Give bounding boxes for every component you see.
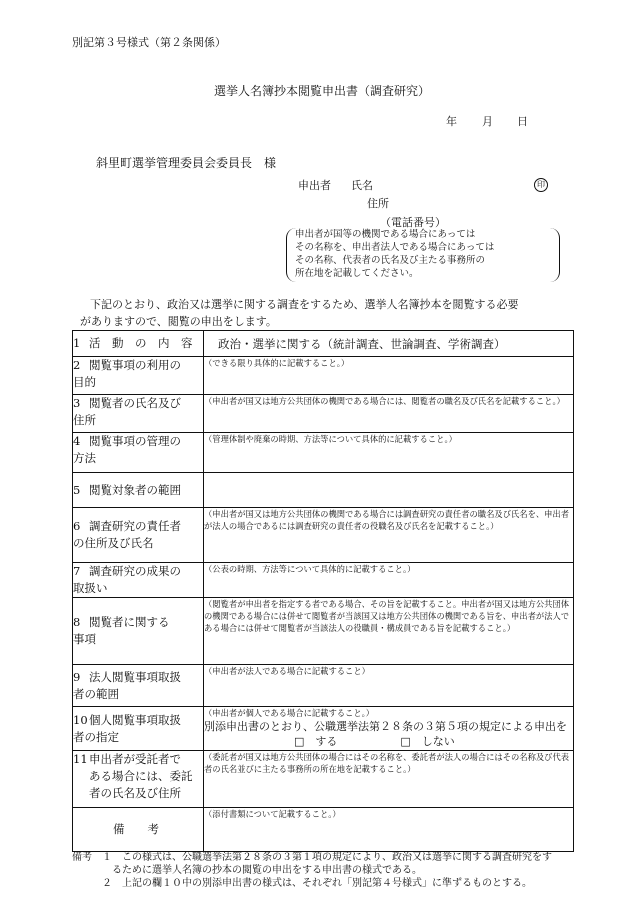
intro-line-1: 下記のとおり、政治又は選挙に関する調査をするため、選挙人名簿抄本を閲覧する必要 bbox=[90, 298, 519, 311]
date-year: 年 bbox=[446, 115, 457, 128]
seal-icon: 印 bbox=[534, 178, 548, 192]
row-label: 備 考 bbox=[73, 808, 204, 852]
table-row bbox=[73, 598, 574, 665]
table-row bbox=[73, 473, 574, 508]
footer-notes bbox=[72, 851, 552, 890]
row-value[interactable]: （申出者が国又は地方公共団体の機関である場合には調査研究の責任者の職名及び氏名を、申出者が法人の場合であるには調査研究の責任者の役職名及び氏名を記載すること。） bbox=[204, 508, 574, 563]
table-row bbox=[73, 331, 574, 357]
row-label: 9 法人閲覧事項取扱 者の範囲 bbox=[73, 665, 204, 707]
note-line: ２ 上記の欄１０中の別添申出書の様式は、それぞれ「別記第４号様式」に準ずるものとする。 bbox=[72, 878, 532, 889]
page-title: 選挙人名簿抄本閲覧申出書（調査研究） bbox=[214, 84, 431, 98]
option-do-checkbox[interactable]: □ する bbox=[294, 735, 338, 748]
row-value[interactable] bbox=[204, 473, 574, 508]
row-label: 1 活 動 の 内 容 bbox=[73, 331, 204, 357]
row-value[interactable]: （申出者が国又は地方公共団体の機関である場合には、閲覧者の職名及び氏名を記載すること。） bbox=[204, 395, 574, 433]
table-row bbox=[73, 707, 574, 751]
row-value[interactable]: 政治・選挙に関する（統計調査、世論調査、学術調査） bbox=[204, 331, 574, 357]
form-number: 別記第３号様式（第２条関係） bbox=[72, 36, 226, 49]
row-value[interactable]: （管理体制や廃棄の時期、方法等について具体的に記載すること。） bbox=[204, 433, 574, 473]
table-row bbox=[73, 433, 574, 473]
option-dont-checkbox[interactable]: □ しない bbox=[400, 735, 455, 748]
row-label: 3 閲覧者の氏名及び 住所 bbox=[73, 395, 204, 433]
row-label: 7 調査研究の成果の 取扱い bbox=[73, 563, 204, 598]
table-row bbox=[73, 808, 574, 852]
row-label: 6 調査研究の責任者 の住所及び氏名 bbox=[73, 508, 204, 563]
row-value[interactable]: （添付書類について記載すること。） bbox=[204, 808, 574, 852]
table-row bbox=[73, 563, 574, 598]
table-row bbox=[73, 665, 574, 707]
note-line: 備考 １ この様式は、公職選挙法第２８条の３第１項の規定により、政治又は選挙に関する調査研究をす bbox=[72, 852, 552, 863]
row-label: 4 閲覧事項の管理の 方法 bbox=[73, 433, 204, 473]
applicant-address-label: 住所 bbox=[367, 197, 389, 210]
applicant-note bbox=[286, 228, 560, 282]
table-row bbox=[73, 395, 574, 433]
table-row bbox=[73, 357, 574, 395]
row-value[interactable]: （申出者が法人である場合に記載すること） bbox=[204, 665, 574, 707]
row-label: 11申出者が受託者で ある場合には、委託 者の氏名及び住所 bbox=[73, 751, 204, 808]
row-value[interactable]: （閲覧者が申出者を指定する者である場合、その旨を記載すること。申出者が国又は地方公共団体の機関である場合には併せて閲覧者が当該国又は地方公共団体の機関である旨を、申出者が法人である場合には併せて閲覧者が当該法人の役職員・構成員である旨を記載すること。） bbox=[204, 598, 574, 665]
designation-options bbox=[204, 734, 573, 749]
applicant-label: 申出者 bbox=[298, 179, 331, 192]
row-value[interactable]: （できる限り具体的に記載すること。） bbox=[204, 357, 574, 395]
note-line: るために選挙人名簿の抄本の閲覧の申出をする申出書の様式である。 bbox=[72, 865, 422, 876]
row-label: 10個人閲覧事項取扱 者の指定 bbox=[73, 707, 204, 751]
applicant-note-line: 所在地を記載してください。 bbox=[295, 268, 419, 279]
date-month: 月 bbox=[482, 115, 493, 128]
row-label: 5 閲覧対象者の範囲 bbox=[73, 473, 204, 508]
applicant-note-line: 申出者が国等の機関である場合にあっては bbox=[295, 229, 476, 240]
intro-line-2: がありますので、閲覧の申出をします。 bbox=[80, 315, 277, 328]
row-label: 8 閲覧者に関する 事項 bbox=[73, 598, 204, 665]
row-value[interactable]: （公表の時期、方法等について具体的に記載すること。） bbox=[204, 563, 574, 598]
application-table bbox=[72, 330, 574, 852]
applicant-phone-label: （電話番号） bbox=[380, 216, 446, 229]
row-value bbox=[204, 707, 574, 751]
row-value-note: （申出者が個人である場合に記載すること。） bbox=[204, 708, 375, 718]
applicant-note-line: その名称を、申出者法人である場合にあっては bbox=[295, 242, 495, 253]
addressee: 斜里町選挙管理委員会委員長 様 bbox=[96, 156, 277, 170]
table-row bbox=[73, 751, 574, 808]
row-value[interactable]: （委託者が国又は地方公共団体の場合にはその名称を、委託者が法人の場合にはその名称及び代表者の氏名並びに主たる事務所の所在地を記載すること。） bbox=[204, 751, 574, 808]
date-day: 日 bbox=[517, 115, 528, 128]
row-label: 2 閲覧事項の利用の 目的 bbox=[73, 357, 204, 395]
table-row bbox=[73, 508, 574, 563]
row-value-main: 別添申出書のとおり、公職選挙法第２８条の３第５項の規定による申出を bbox=[204, 720, 567, 733]
applicant-note-line: その名称、代表者の氏名及び主たる事務所の bbox=[295, 255, 486, 266]
applicant-name-label: 氏名 bbox=[351, 179, 373, 192]
